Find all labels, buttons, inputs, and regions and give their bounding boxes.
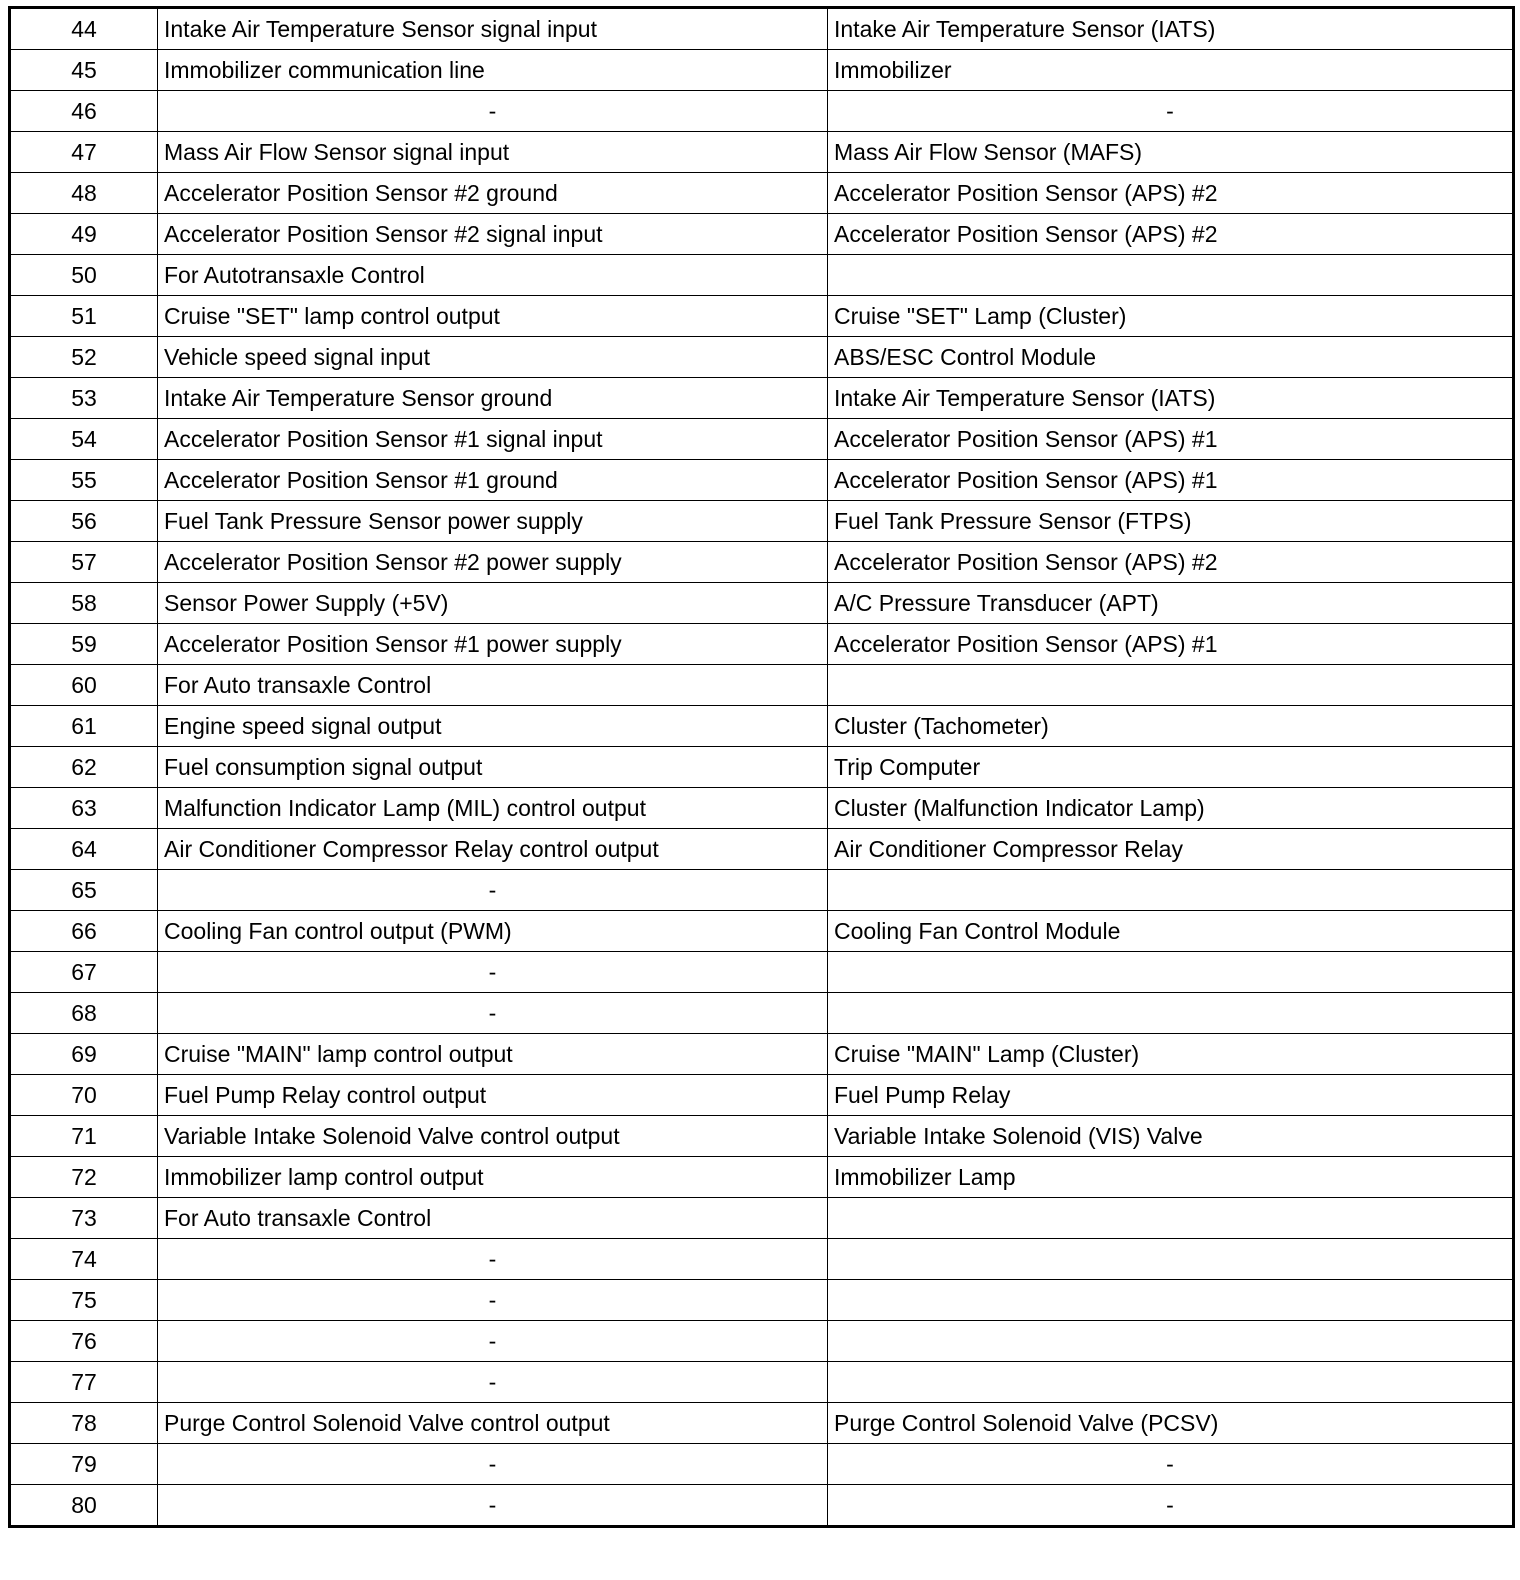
pin-number-cell: 76 <box>10 1321 158 1362</box>
pin-description-table <box>8 6 1515 1528</box>
table-row <box>10 1444 1514 1485</box>
table-row <box>10 542 1514 583</box>
pin-number-cell: 48 <box>10 173 158 214</box>
description-cell: Sensor Power Supply (+5V) <box>158 583 828 624</box>
connected-to-cell: Cluster (Tachometer) <box>828 706 1514 747</box>
table-row <box>10 91 1514 132</box>
connected-to-cell: Cruise "SET" Lamp (Cluster) <box>828 296 1514 337</box>
pin-number-cell: 58 <box>10 583 158 624</box>
pin-number-cell: 78 <box>10 1403 158 1444</box>
table-row <box>10 214 1514 255</box>
description-cell: Mass Air Flow Sensor signal input <box>158 132 828 173</box>
connected-to-cell: Mass Air Flow Sensor (MAFS) <box>828 132 1514 173</box>
table-row <box>10 1075 1514 1116</box>
connected-to-cell <box>828 665 1514 706</box>
pin-number-cell: 75 <box>10 1280 158 1321</box>
description-cell: Accelerator Position Sensor #1 ground <box>158 460 828 501</box>
table-row <box>10 952 1514 993</box>
table-row <box>10 1116 1514 1157</box>
description-cell: - <box>158 993 828 1034</box>
table-row <box>10 1403 1514 1444</box>
description-cell: Vehicle speed signal input <box>158 337 828 378</box>
description-cell: - <box>158 1280 828 1321</box>
table-row <box>10 419 1514 460</box>
connected-to-cell: A/C Pressure Transducer (APT) <box>828 583 1514 624</box>
connected-to-cell <box>828 1198 1514 1239</box>
table-row <box>10 788 1514 829</box>
table-row <box>10 624 1514 665</box>
connected-to-cell: Fuel Tank Pressure Sensor (FTPS) <box>828 501 1514 542</box>
pin-number-cell: 62 <box>10 747 158 788</box>
description-cell: - <box>158 1444 828 1485</box>
description-cell: Intake Air Temperature Sensor ground <box>158 378 828 419</box>
table-row <box>10 1239 1514 1280</box>
connected-to-cell: - <box>828 1485 1514 1527</box>
description-cell: Fuel consumption signal output <box>158 747 828 788</box>
table-row <box>10 1485 1514 1527</box>
description-cell: Accelerator Position Sensor #2 ground <box>158 173 828 214</box>
description-cell: - <box>158 91 828 132</box>
connected-to-cell: Accelerator Position Sensor (APS) #2 <box>828 542 1514 583</box>
pin-number-cell: 74 <box>10 1239 158 1280</box>
pin-number-cell: 57 <box>10 542 158 583</box>
table-row <box>10 747 1514 788</box>
table-row <box>10 1198 1514 1239</box>
connected-to-cell: Fuel Pump Relay <box>828 1075 1514 1116</box>
description-cell: Cooling Fan control output (PWM) <box>158 911 828 952</box>
pin-number-cell: 55 <box>10 460 158 501</box>
pin-number-cell: 69 <box>10 1034 158 1075</box>
table-row <box>10 173 1514 214</box>
description-cell: Immobilizer communication line <box>158 50 828 91</box>
description-cell: Cruise "SET" lamp control output <box>158 296 828 337</box>
table-row <box>10 829 1514 870</box>
description-cell: Fuel Pump Relay control output <box>158 1075 828 1116</box>
pin-number-cell: 64 <box>10 829 158 870</box>
table-row <box>10 378 1514 419</box>
connected-to-cell: - <box>828 91 1514 132</box>
pin-number-cell: 70 <box>10 1075 158 1116</box>
pin-number-cell: 73 <box>10 1198 158 1239</box>
table-row <box>10 583 1514 624</box>
description-cell: Immobilizer lamp control output <box>158 1157 828 1198</box>
description-cell: Malfunction Indicator Lamp (MIL) control output <box>158 788 828 829</box>
table-row <box>10 8 1514 50</box>
table-row <box>10 1157 1514 1198</box>
connected-to-cell: Accelerator Position Sensor (APS) #1 <box>828 419 1514 460</box>
description-cell: Engine speed signal output <box>158 706 828 747</box>
table-row <box>10 706 1514 747</box>
description-cell: - <box>158 1321 828 1362</box>
pin-number-cell: 63 <box>10 788 158 829</box>
table-row <box>10 911 1514 952</box>
connected-to-cell: Immobilizer <box>828 50 1514 91</box>
description-cell: Variable Intake Solenoid Valve control output <box>158 1116 828 1157</box>
pin-number-cell: 45 <box>10 50 158 91</box>
connected-to-cell: Accelerator Position Sensor (APS) #2 <box>828 173 1514 214</box>
table-row <box>10 1362 1514 1403</box>
connected-to-cell: Trip Computer <box>828 747 1514 788</box>
description-cell: Fuel Tank Pressure Sensor power supply <box>158 501 828 542</box>
table-row <box>10 132 1514 173</box>
pin-number-cell: 71 <box>10 1116 158 1157</box>
connected-to-cell: Air Conditioner Compressor Relay <box>828 829 1514 870</box>
table-row <box>10 1321 1514 1362</box>
description-cell: Intake Air Temperature Sensor signal input <box>158 8 828 50</box>
table-row <box>10 501 1514 542</box>
connected-to-cell: Accelerator Position Sensor (APS) #1 <box>828 624 1514 665</box>
connected-to-cell: Intake Air Temperature Sensor (IATS) <box>828 8 1514 50</box>
table-row <box>10 337 1514 378</box>
table-row <box>10 870 1514 911</box>
pin-number-cell: 56 <box>10 501 158 542</box>
pin-number-cell: 65 <box>10 870 158 911</box>
connected-to-cell: Variable Intake Solenoid (VIS) Valve <box>828 1116 1514 1157</box>
table-body <box>10 8 1514 1527</box>
connected-to-cell <box>828 1362 1514 1403</box>
pin-number-cell: 47 <box>10 132 158 173</box>
description-cell: - <box>158 952 828 993</box>
description-cell: Accelerator Position Sensor #1 power supply <box>158 624 828 665</box>
pin-number-cell: 67 <box>10 952 158 993</box>
connected-to-cell: Purge Control Solenoid Valve (PCSV) <box>828 1403 1514 1444</box>
pin-number-cell: 49 <box>10 214 158 255</box>
table-row <box>10 255 1514 296</box>
table-row <box>10 665 1514 706</box>
connected-to-cell <box>828 255 1514 296</box>
connected-to-cell: Cluster (Malfunction Indicator Lamp) <box>828 788 1514 829</box>
description-cell: Air Conditioner Compressor Relay control output <box>158 829 828 870</box>
description-cell: Purge Control Solenoid Valve control output <box>158 1403 828 1444</box>
pin-number-cell: 80 <box>10 1485 158 1527</box>
pin-number-cell: 51 <box>10 296 158 337</box>
connected-to-cell: Cooling Fan Control Module <box>828 911 1514 952</box>
pin-number-cell: 60 <box>10 665 158 706</box>
pin-number-cell: 54 <box>10 419 158 460</box>
pin-number-cell: 50 <box>10 255 158 296</box>
table-row <box>10 993 1514 1034</box>
connected-to-cell <box>828 952 1514 993</box>
connected-to-cell: Accelerator Position Sensor (APS) #1 <box>828 460 1514 501</box>
description-cell: Accelerator Position Sensor #2 signal input <box>158 214 828 255</box>
description-cell: Accelerator Position Sensor #2 power supply <box>158 542 828 583</box>
pin-number-cell: 53 <box>10 378 158 419</box>
connected-to-cell: - <box>828 1444 1514 1485</box>
description-cell: For Auto transaxle Control <box>158 1198 828 1239</box>
connected-to-cell: ABS/ESC Control Module <box>828 337 1514 378</box>
table-row <box>10 460 1514 501</box>
pin-number-cell: 44 <box>10 8 158 50</box>
description-cell: - <box>158 1239 828 1280</box>
pin-number-cell: 61 <box>10 706 158 747</box>
pin-number-cell: 68 <box>10 993 158 1034</box>
description-cell: For Autotransaxle Control <box>158 255 828 296</box>
connected-to-cell <box>828 1280 1514 1321</box>
description-cell: Cruise "MAIN" lamp control output <box>158 1034 828 1075</box>
pin-number-cell: 79 <box>10 1444 158 1485</box>
connected-to-cell <box>828 993 1514 1034</box>
table-row <box>10 1280 1514 1321</box>
connected-to-cell: Accelerator Position Sensor (APS) #2 <box>828 214 1514 255</box>
table-row <box>10 296 1514 337</box>
connected-to-cell <box>828 1321 1514 1362</box>
pin-number-cell: 59 <box>10 624 158 665</box>
pin-number-cell: 66 <box>10 911 158 952</box>
description-cell: Accelerator Position Sensor #1 signal input <box>158 419 828 460</box>
connected-to-cell: Cruise "MAIN" Lamp (Cluster) <box>828 1034 1514 1075</box>
connected-to-cell: Intake Air Temperature Sensor (IATS) <box>828 378 1514 419</box>
table-row <box>10 1034 1514 1075</box>
description-cell: For Auto transaxle Control <box>158 665 828 706</box>
connected-to-cell: Immobilizer Lamp <box>828 1157 1514 1198</box>
pin-number-cell: 46 <box>10 91 158 132</box>
description-cell: - <box>158 1362 828 1403</box>
description-cell: - <box>158 1485 828 1527</box>
description-cell: - <box>158 870 828 911</box>
pin-number-cell: 52 <box>10 337 158 378</box>
table-row <box>10 50 1514 91</box>
connected-to-cell <box>828 870 1514 911</box>
pin-number-cell: 72 <box>10 1157 158 1198</box>
pin-number-cell: 77 <box>10 1362 158 1403</box>
connected-to-cell <box>828 1239 1514 1280</box>
